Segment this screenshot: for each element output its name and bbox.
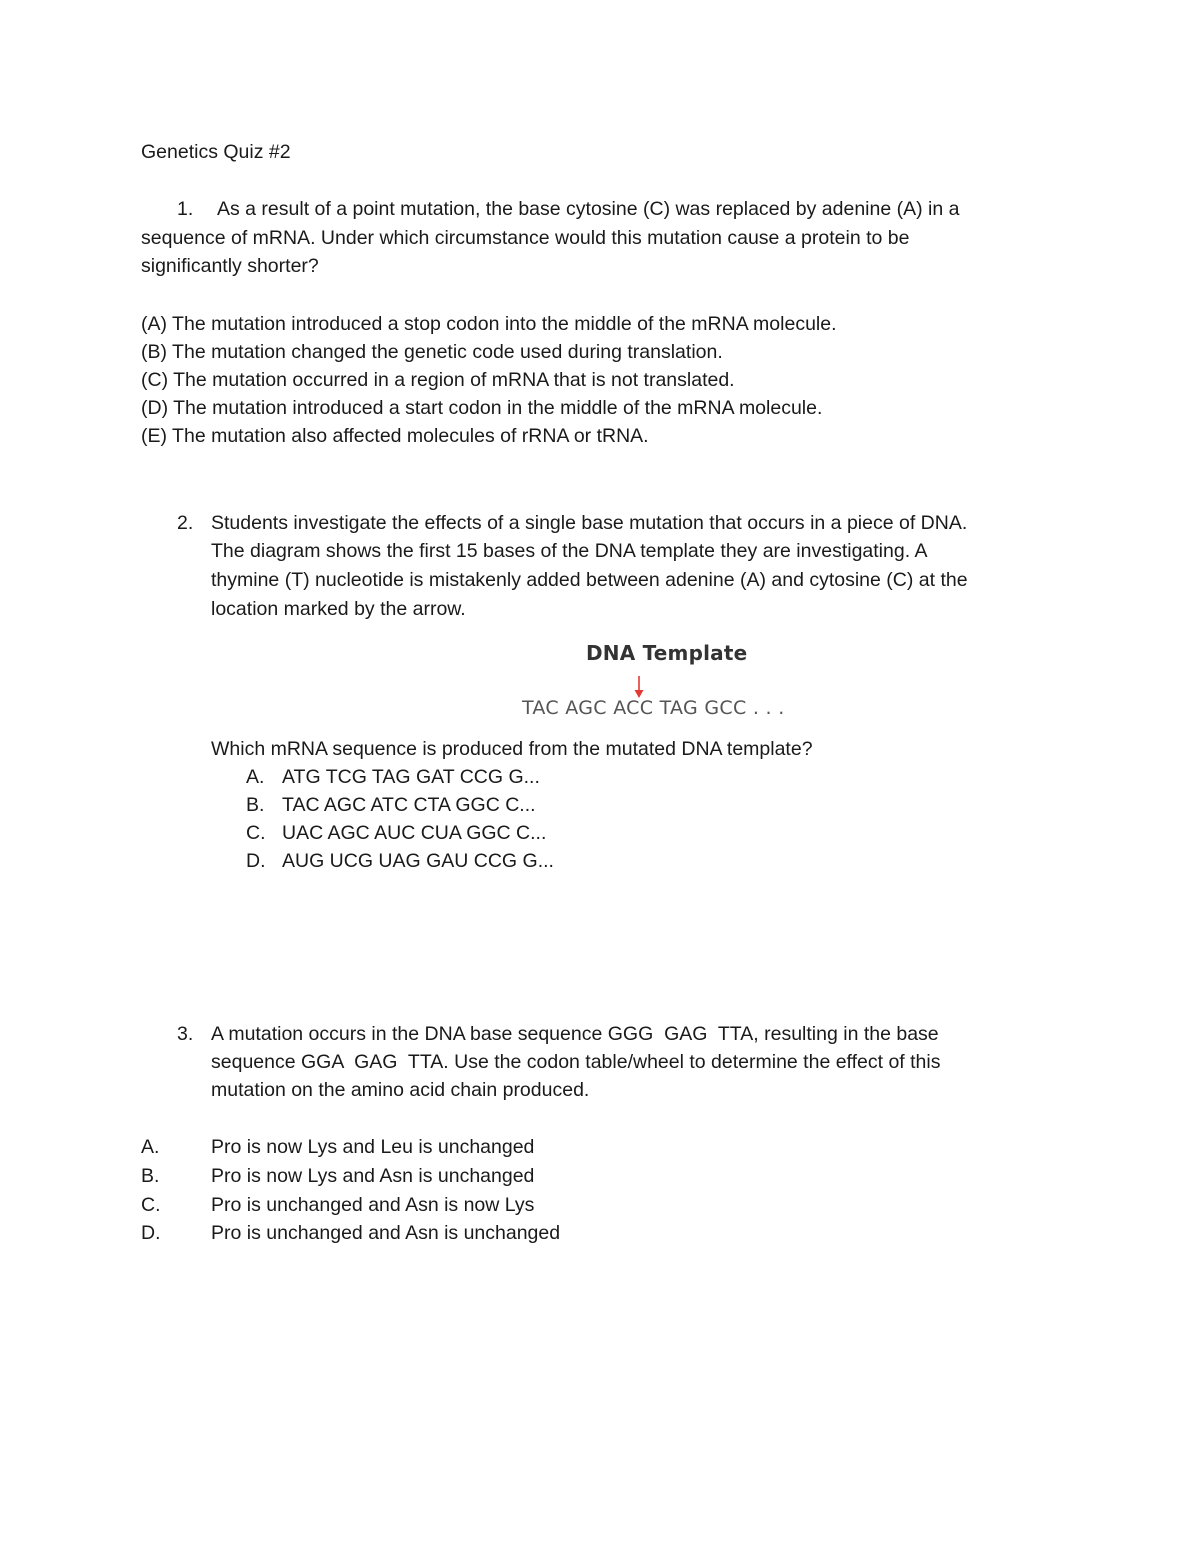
dna-template-sequence: TAC AGC ACC TAG GCC . . . xyxy=(522,697,785,719)
question-2-line-1: Students investigate the effects of a single base mutation that occurs in a piece of DNA. xyxy=(211,512,968,534)
question-2-line-2: The diagram shows the first 15 bases of the DNA template they are investigating. A xyxy=(211,540,928,562)
question-1-number: 1. xyxy=(177,198,194,220)
option-text: AUG UCG UAG GAU CCG G... xyxy=(282,850,554,872)
option-text: Pro is now Lys and Asn is unchanged xyxy=(211,1165,535,1187)
question-2-line-4: location marked by the arrow. xyxy=(211,598,466,620)
option-text: ATG TCG TAG GAT CCG G... xyxy=(282,766,540,788)
question-1-line-1: As a result of a point mutation, the base cytosine (C) was replaced by adenine (A) in a xyxy=(217,198,960,220)
dna-template-title: DNA Template xyxy=(586,641,748,665)
question-1-option-e: (E) The mutation also affected molecules of rRNA or tRNA. xyxy=(141,425,649,447)
question-3-number: 3. xyxy=(177,1023,194,1045)
question-2-line-3: thymine (T) nucleotide is mistakenly added between adenine (A) and cytosine (C) at the xyxy=(211,569,968,591)
question-1-line-2: sequence of mRNA. Under which circumstance would this mutation cause a protein to be xyxy=(141,227,910,249)
question-1-option-a: (A) The mutation introduced a stop codon into the middle of the mRNA molecule. xyxy=(141,313,837,335)
question-2-number: 2. xyxy=(177,512,194,534)
option-letter: A. xyxy=(141,1136,160,1158)
option-text: UAC AGC AUC CUA GGC C... xyxy=(282,822,547,844)
option-letter: C. xyxy=(141,1194,161,1216)
option-letter: B. xyxy=(246,794,265,816)
option-letter: C. xyxy=(246,822,266,844)
option-letter: D. xyxy=(141,1222,161,1244)
question-1-line-3: significantly shorter? xyxy=(141,255,319,277)
question-3-line-3: mutation on the amino acid chain produced. xyxy=(211,1079,590,1101)
option-text: Pro is unchanged and Asn is unchanged xyxy=(211,1222,561,1244)
question-3-line-1: A mutation occurs in the DNA base sequence GGG GAG TTA, resulting in the base xyxy=(211,1023,939,1045)
question-1-option-d: (D) The mutation introduced a start codon in the middle of the mRNA molecule. xyxy=(141,397,823,419)
question-1-option-c: (C) The mutation occurred in a region of mRNA that is not translated. xyxy=(141,369,735,391)
question-1-option-b: (B) The mutation changed the genetic code used during translation. xyxy=(141,341,723,363)
option-text: TAC AGC ATC CTA GGC C... xyxy=(282,794,536,816)
question-3-line-2: sequence GGA GAG TTA. Use the codon table/wheel to determine the effect of this xyxy=(211,1051,941,1073)
option-letter: B. xyxy=(141,1165,160,1187)
question-2-prompt: Which mRNA sequence is produced from the mutated DNA template? xyxy=(211,738,813,760)
option-text: Pro is now Lys and Leu is unchanged xyxy=(211,1136,535,1158)
page-title: Genetics Quiz #2 xyxy=(141,141,291,163)
option-text: Pro is unchanged and Asn is now Lys xyxy=(211,1194,535,1216)
option-letter: A. xyxy=(246,766,265,788)
option-letter: D. xyxy=(246,850,266,872)
